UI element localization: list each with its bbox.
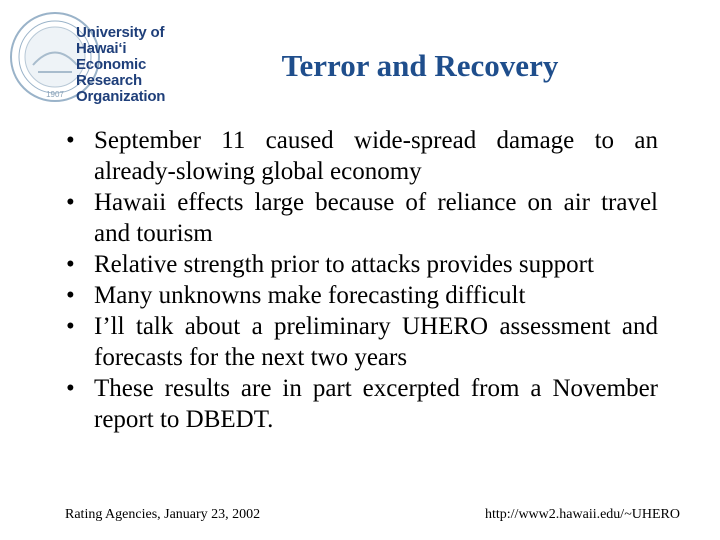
bullet-item bbox=[66, 125, 658, 187]
bullet-icon: • bbox=[66, 189, 75, 216]
bullet-text: Hawaii effects large because of reliance on air travel and tourism bbox=[94, 189, 658, 247]
seal-year: 1907 bbox=[46, 90, 64, 99]
bullet-icon: • bbox=[66, 282, 75, 309]
bullet-item bbox=[66, 249, 658, 280]
bullet-icon: • bbox=[66, 127, 75, 154]
bullet-icon: • bbox=[66, 313, 75, 340]
bullet-list bbox=[66, 125, 658, 435]
slide-title: Terror and Recovery bbox=[281, 48, 559, 83]
bullet-item bbox=[66, 311, 658, 373]
logo-line: Economic bbox=[76, 56, 147, 73]
bullet-text: I’ll talk about a preliminary UHERO assessment and forecasts for the next two years bbox=[94, 313, 658, 371]
bullet-item bbox=[66, 280, 658, 311]
logo-line: University of bbox=[76, 24, 165, 41]
logo-line: Organization bbox=[76, 88, 166, 105]
bullet-icon: • bbox=[66, 375, 75, 402]
bullet-text: September 11 caused wide-spread damage to an already-slowing global economy bbox=[94, 127, 658, 185]
bullet-text: Many unknowns make forecasting difficult bbox=[94, 282, 526, 309]
logo-wordmark bbox=[76, 25, 165, 105]
logo-line: Research bbox=[76, 72, 142, 89]
footer-url[interactable]: http://www2.hawaii.edu/~UHERO bbox=[485, 507, 680, 522]
bullet-item bbox=[66, 187, 658, 249]
bullet-text: Relative strength prior to attacks provides support bbox=[94, 251, 594, 278]
footer-date: Rating Agencies, January 23, 2002 bbox=[65, 507, 261, 522]
uhero-logo bbox=[8, 10, 178, 105]
bullet-item bbox=[66, 373, 658, 435]
logo-line: Hawai‘i bbox=[76, 40, 127, 57]
bullet-text: These results are in part excerpted from a November report to DBEDT. bbox=[94, 375, 658, 433]
bullet-icon: • bbox=[66, 251, 75, 278]
